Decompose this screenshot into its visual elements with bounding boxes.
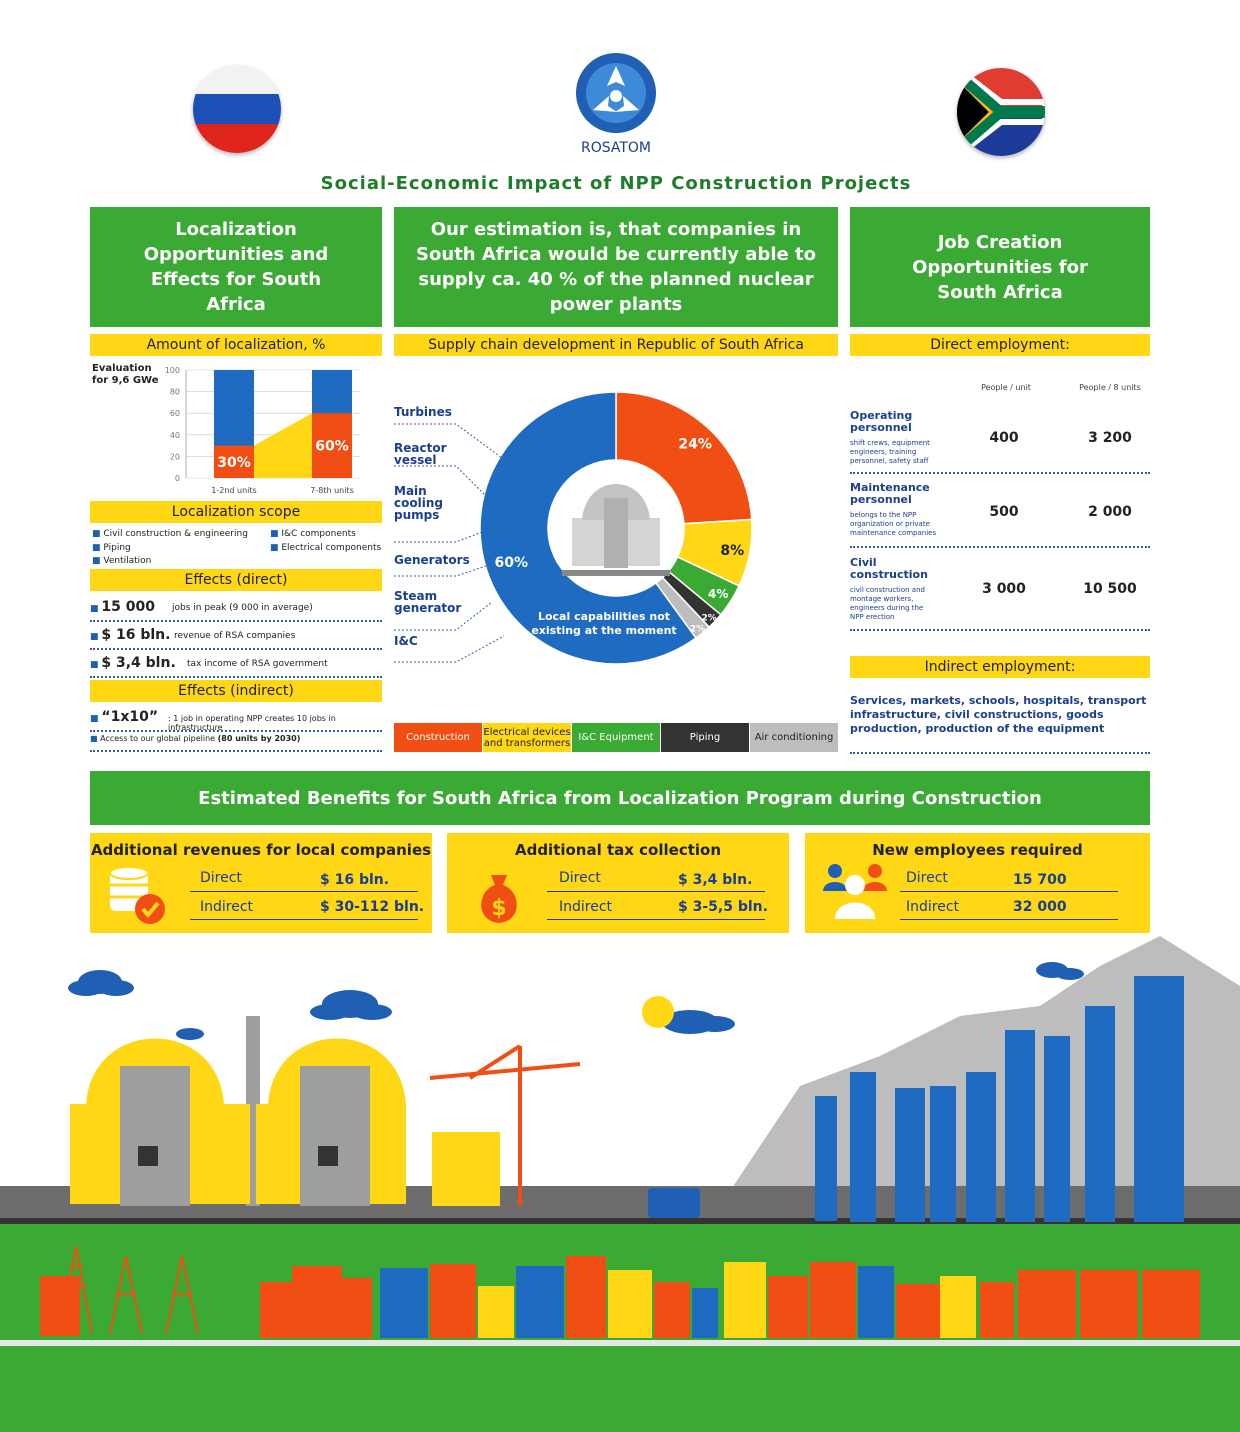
y-tick-label: 40 bbox=[169, 430, 180, 440]
effects-indirect-title: Effects (indirect) bbox=[90, 680, 382, 702]
legend-piping: Piping bbox=[661, 723, 749, 752]
scope-item: ■ Piping bbox=[92, 543, 131, 553]
pipeline-row: ■ Access to our global pipeline (80 units by 2030) bbox=[90, 734, 382, 752]
pie-value-label: 2% bbox=[701, 613, 717, 624]
pie-value-label: 24% bbox=[678, 436, 712, 453]
employment-row: Maintenance personnel belongs to the NPP organization or private maintenance companies 500 2 000 bbox=[850, 478, 1150, 548]
y-tick-label: 80 bbox=[169, 387, 180, 397]
legend-air-conditioning: Air conditioning bbox=[750, 723, 838, 752]
direct-employment-title: Direct employment: bbox=[850, 334, 1150, 356]
evaluation-label: Evaluation for 9,6 GWe bbox=[92, 363, 159, 386]
south-africa-flag-icon bbox=[957, 68, 1045, 156]
employment-row: Civil construction civil construction and montage workers, engineers during the NPP erection 3 000 10 500 bbox=[850, 553, 1150, 631]
col-people-unit: People / unit bbox=[981, 383, 1031, 392]
pie-value-label: 60% bbox=[494, 555, 528, 572]
localization-header: Localization Opportunities and Effects for South Africa bbox=[90, 207, 382, 327]
cityscape-illustration bbox=[0, 936, 1240, 1432]
callout-line bbox=[394, 532, 482, 542]
indirect-effect-row: ■ “1x10” : 1 job in operating NPP creates 10 jobs in infrastructure bbox=[90, 706, 382, 732]
benefit-card-tax: Additional tax collection $ Direct $ 3,4 bln. Indirect $ 3-5,5 bln. bbox=[447, 833, 789, 933]
callout-main-cooling-pumps: Main cooling pumps bbox=[394, 484, 443, 522]
bar-value-label: 60% bbox=[315, 438, 349, 455]
callout-turbines: Turbines bbox=[394, 405, 452, 419]
money-bag-icon bbox=[475, 871, 523, 925]
col-people-8-units: People / 8 units bbox=[1079, 383, 1141, 392]
estimation-header: Our estimation is, that companies in South Africa would be currently able to supply ca. 40 % of the planned nuclear power plants bbox=[394, 207, 838, 327]
scope-list bbox=[92, 529, 382, 569]
employment-row: Operating personnel shift crews, equipment engineers, training personnel, safety staff 400 3 200 bbox=[850, 406, 1150, 474]
reactor-base-icon bbox=[562, 570, 670, 576]
pie-value-label: 2% bbox=[689, 624, 706, 635]
bus bbox=[648, 1188, 700, 1218]
localization-scope-title: Localization scope bbox=[90, 501, 382, 523]
callout-generators: Generators bbox=[394, 553, 470, 567]
y-tick-label: 0 bbox=[174, 474, 180, 483]
pie-center-note: existing at the moment bbox=[531, 624, 677, 637]
indirect-employment-text: Services, markets, schools, hospitals, transport infrastructure, civil constructions, goods production, production of the equipment bbox=[850, 694, 1150, 754]
amount-localization-title: Amount of localization, % bbox=[90, 334, 382, 356]
logo-text: ROSATOM bbox=[580, 140, 652, 156]
pie-value-label: 8% bbox=[720, 543, 745, 560]
supply-chain-title: Supply chain development in Republic of South Africa bbox=[394, 334, 838, 356]
reactor-building bbox=[70, 1016, 406, 1206]
benefit-card-employees: New employees required Direct 15 700 Indirect 32 000 bbox=[805, 833, 1150, 933]
scope-item: ■ Civil construction & engineering bbox=[92, 529, 248, 539]
svg-text:$: $ bbox=[491, 896, 507, 921]
x-tick-label: 1-2nd units bbox=[211, 486, 257, 495]
job-creation-header: Job Creation Opportunities for South Africa bbox=[850, 207, 1150, 327]
reactor-tower-icon bbox=[604, 498, 628, 568]
y-tick-label: 60 bbox=[169, 409, 180, 419]
cloud-icon bbox=[68, 962, 1084, 1040]
effects-direct-title: Effects (direct) bbox=[90, 569, 382, 591]
bar-value-label: 30% bbox=[217, 454, 251, 471]
pie-value-label: 4% bbox=[708, 586, 729, 601]
benefit-card-revenues: Additional revenues for local companies Direct $ 16 bln. Indirect $ 30-112 bln. bbox=[90, 833, 432, 933]
sun-icon bbox=[642, 996, 674, 1028]
rosatom-logo bbox=[572, 52, 660, 162]
indirect-employment-title: Indirect employment: bbox=[850, 656, 1150, 678]
callout-steam-generator: Steam generator bbox=[394, 589, 462, 615]
people-icon bbox=[819, 857, 891, 921]
legend-electrical: Electrical devices and transformers bbox=[483, 723, 571, 752]
callout-line bbox=[394, 566, 486, 576]
scope-item: ■ Electrical components bbox=[270, 543, 382, 553]
callout-ic: I&C bbox=[394, 634, 418, 648]
page-title: Social-Economic Impact of NPP Construction Projects bbox=[320, 173, 912, 194]
russia-flag-icon bbox=[193, 65, 281, 153]
building-under-construction bbox=[432, 1132, 500, 1206]
growth-connector bbox=[254, 413, 312, 478]
scope-item: ■ I&C components bbox=[270, 529, 356, 539]
y-tick-label: 100 bbox=[164, 366, 180, 375]
y-tick-label: 20 bbox=[169, 452, 180, 462]
direct-effect-row: ■ $ 16 bln. revenue of RSA companies bbox=[90, 624, 382, 650]
legend-ic-equipment: I&C Equipment bbox=[572, 723, 660, 752]
callout-reactor-vessel: Reactor vessel bbox=[394, 441, 447, 467]
x-tick-label: 7-8th units bbox=[310, 486, 354, 495]
direct-effect-row: ■ $ 3,4 bln. tax income of RSA government bbox=[90, 652, 382, 678]
benefits-header: Estimated Benefits for South Africa from Localization Program during Construction bbox=[90, 771, 1150, 825]
scope-item: ■ Ventilation bbox=[92, 556, 152, 566]
pie-center-note: Local capabilities not bbox=[537, 610, 671, 623]
legend-construction: Construction bbox=[394, 723, 482, 752]
direct-effect-row: ■ 15 000 jobs in peak (9 000 in average) bbox=[90, 596, 382, 622]
coins-check-icon bbox=[110, 867, 166, 927]
localization-bar-chart bbox=[160, 362, 382, 500]
